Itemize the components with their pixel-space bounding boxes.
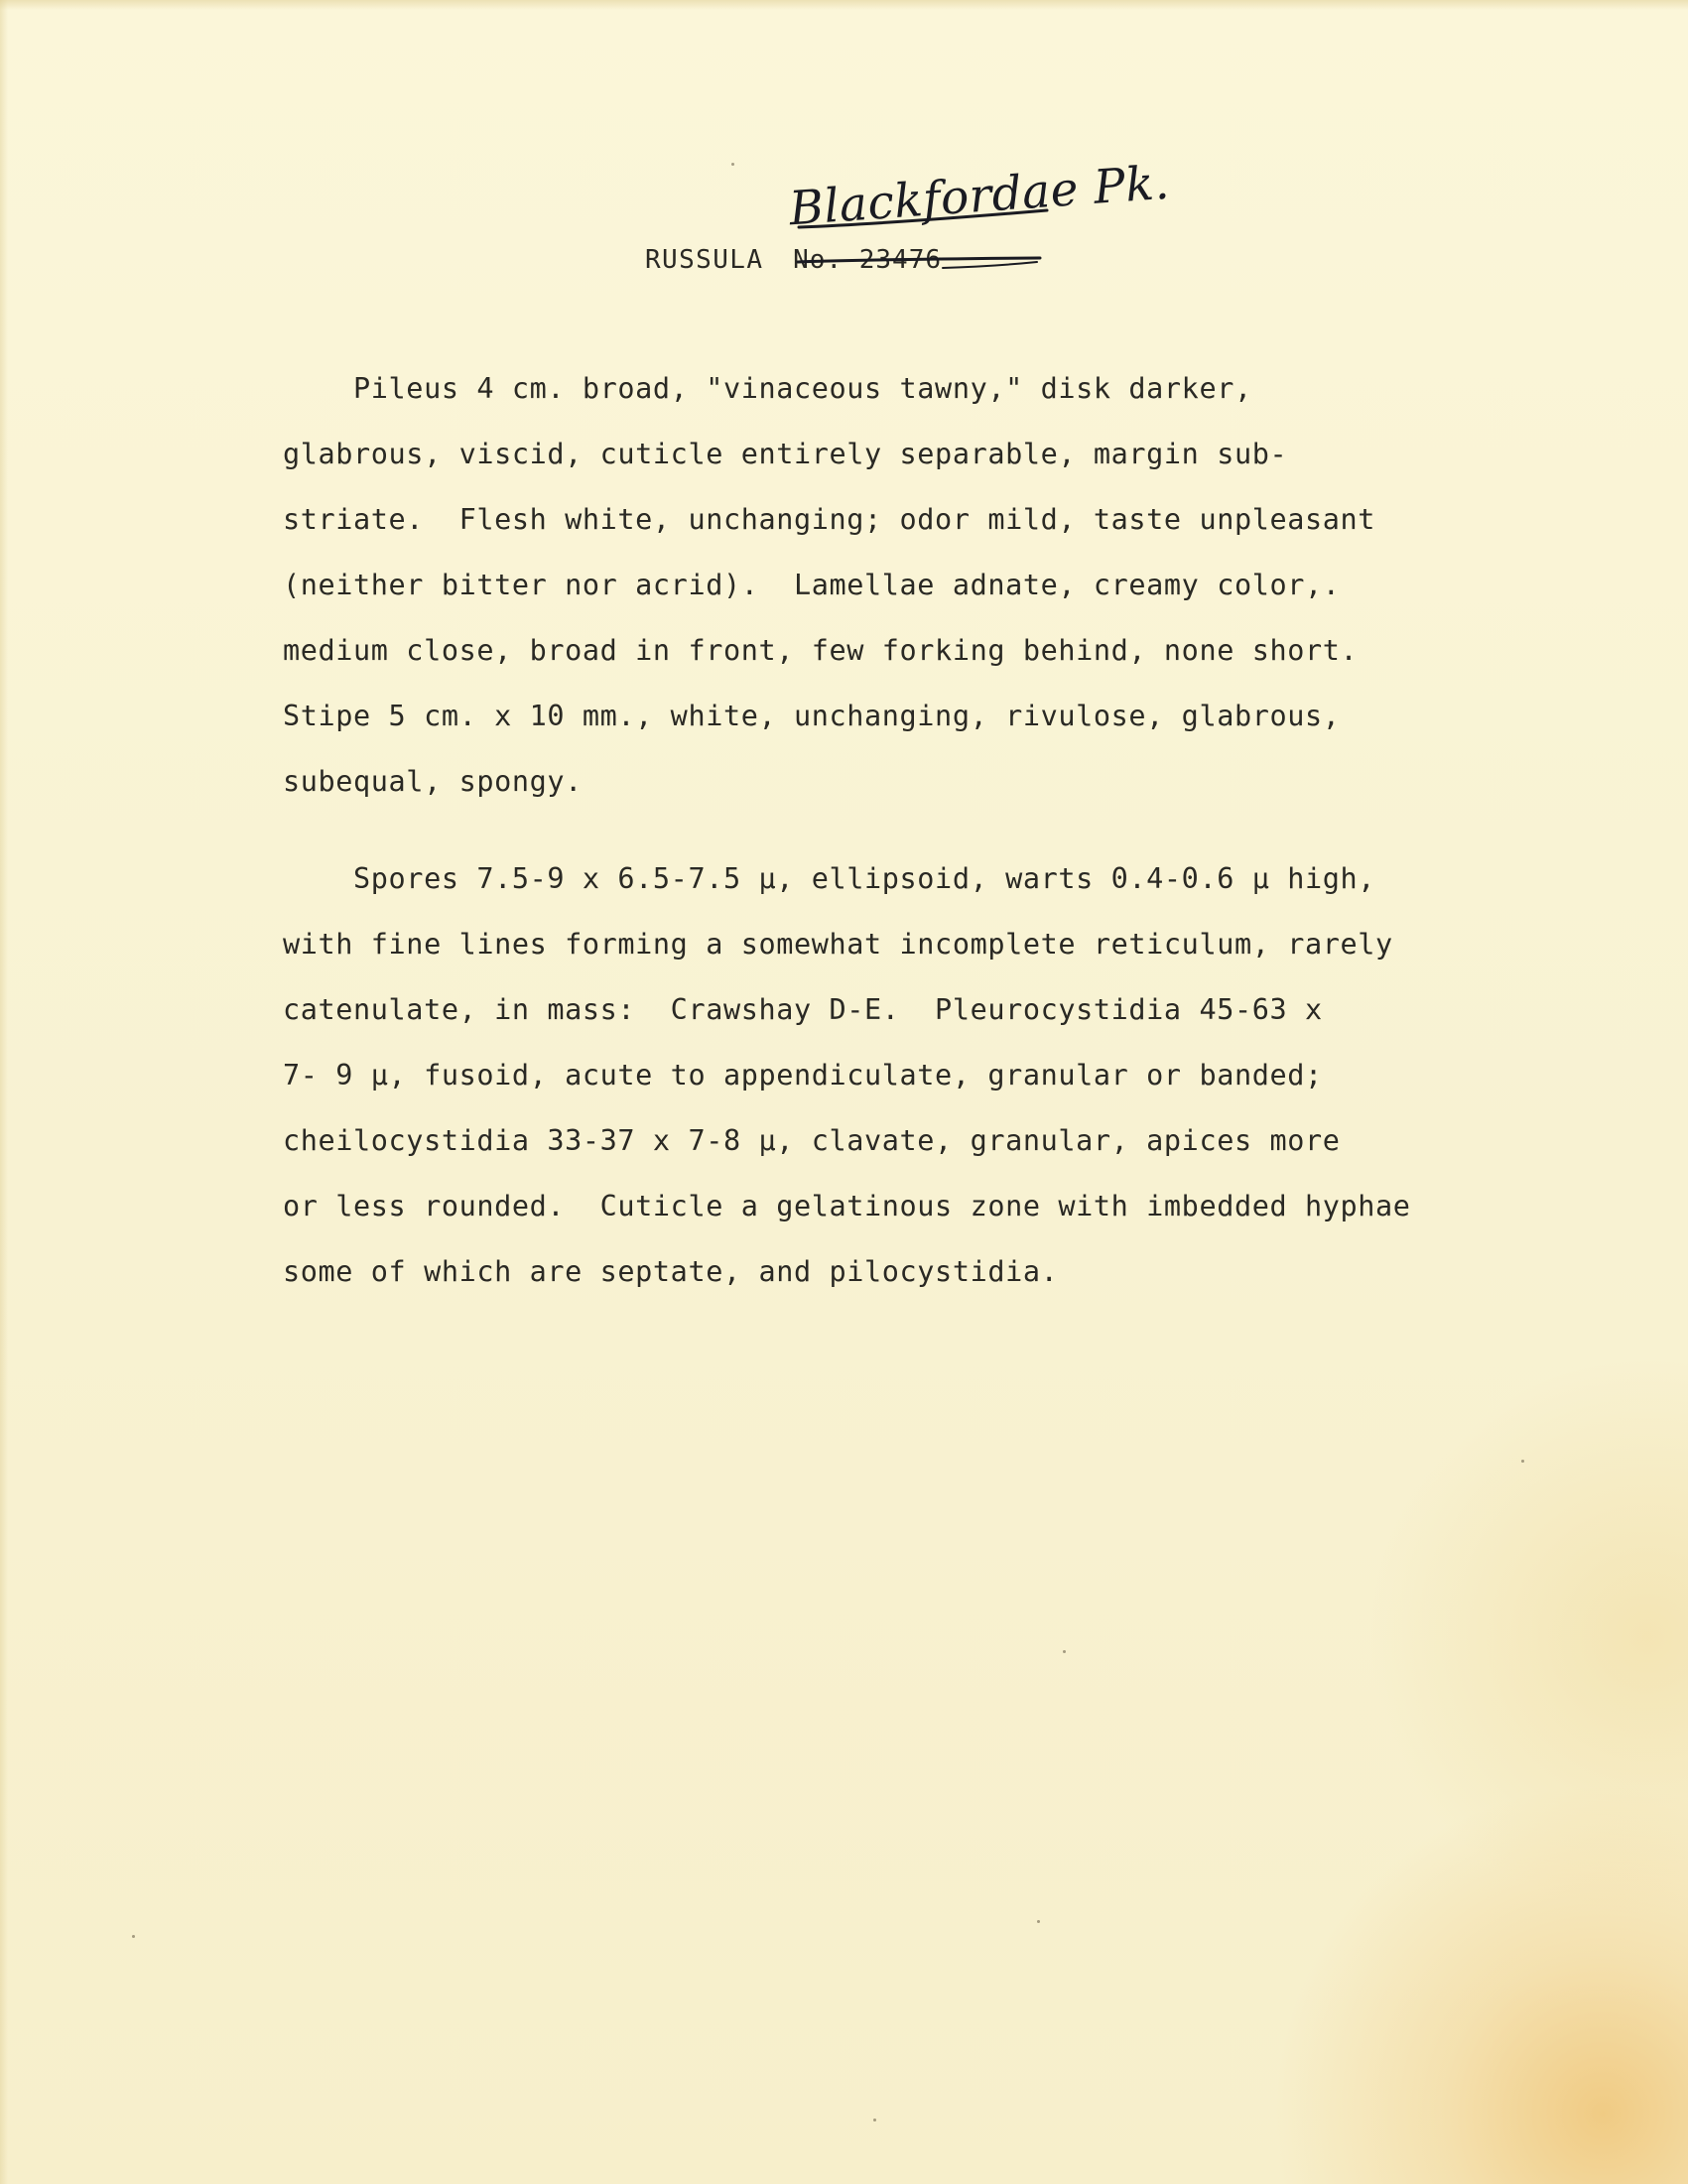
paper-speck — [1037, 1920, 1040, 1923]
text-line: glabrous, viscid, cuticle entirely separable, margin sub- — [283, 438, 1288, 470]
handwritten-species-annotation: Blackfordae Pk. — [787, 155, 1172, 237]
text-line: Pileus 4 cm. broad, "vinaceous tawny," disk darker, — [283, 372, 1252, 405]
text-line: medium close, broad in front, few forking behind, none short. — [283, 634, 1359, 667]
text-line: striate. Flesh white, unchanging; odor mild, taste unpleasant — [283, 503, 1376, 536]
paper-speck — [132, 1935, 135, 1938]
microscopy-paragraph — [283, 846, 1593, 1305]
text-line: some of which are septate, and pilocystidia. — [283, 1255, 1059, 1288]
page-edge-shadow — [0, 0, 8, 2184]
paper-speck — [731, 163, 734, 166]
text-line: or less rounded. Cuticle a gelatinous zone with imbedded hyphae — [283, 1190, 1411, 1222]
text-line: 7- 9 μ, fusoid, acute to appendiculate, granular or banded; — [283, 1059, 1323, 1092]
text-line: catenulate, in mass: Crawshay D-E. Pleurocystidia 45-63 x — [283, 993, 1323, 1026]
strikethrough-mark — [794, 248, 1052, 288]
text-line: subequal, spongy. — [283, 765, 583, 798]
text-line: (neither bitter nor acrid). Lamellae adnate, creamy color,. — [283, 569, 1341, 601]
struck-out-catalog-number: No. 23476 — [793, 245, 943, 275]
genus-label: RUSSULA — [645, 245, 764, 275]
paper-speck — [1521, 1460, 1524, 1463]
paper-speck — [1063, 1650, 1066, 1653]
text-line: with fine lines forming a somewhat incomplete reticulum, rarely — [283, 928, 1393, 961]
text-line: Spores 7.5-9 x 6.5-7.5 μ, ellipsoid, warts 0.4-0.6 μ high, — [283, 862, 1376, 895]
text-line: cheilocystidia 33-37 x 7-8 μ, clavate, granular, apices more — [283, 1124, 1341, 1157]
description-paragraph — [283, 356, 1593, 815]
paper-speck — [873, 2119, 876, 2121]
text-line: Stipe 5 cm. x 10 mm., white, unchanging, rivulose, glabrous, — [283, 700, 1341, 732]
